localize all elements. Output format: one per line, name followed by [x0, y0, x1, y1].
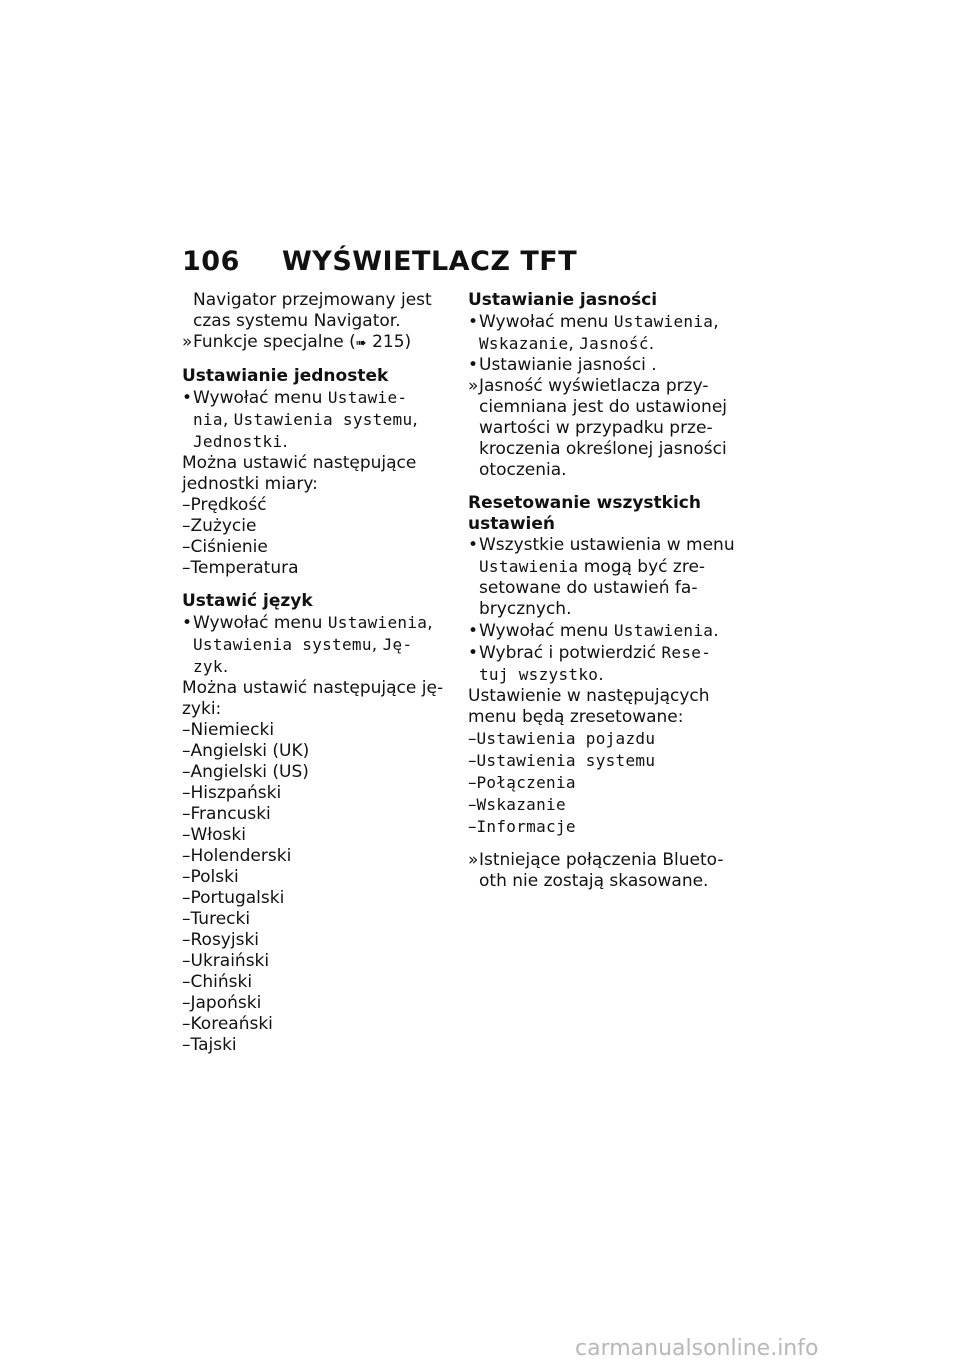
list-item-text: Wskazanie — [476, 795, 566, 814]
list-item — [182, 951, 454, 972]
info-text: Wszystkie ustawienia w menu — [479, 535, 735, 555]
language-heading: Ustawić język — [182, 591, 313, 611]
intro-block — [182, 290, 454, 354]
instruction-text: Wywołać menu — [479, 312, 614, 332]
dash-marker: – — [468, 817, 477, 837]
list-item-text: Niemiecki — [190, 720, 275, 740]
chapter-title: WYŚWIETLACZ TFT — [282, 246, 578, 277]
reference-text: Funkcje specjalne ( — [193, 332, 356, 352]
reset-heading-line: Resetowanie wszystkich — [468, 493, 701, 513]
list-item-text: Ukraiński — [190, 951, 270, 971]
dash-marker: – — [182, 1014, 191, 1034]
units-description: jednostki miary: — [182, 474, 318, 494]
list-item — [468, 750, 740, 772]
menu-name: Ustawienia — [613, 621, 714, 640]
list-item — [182, 909, 454, 930]
left-column — [182, 290, 454, 1056]
list-item — [182, 537, 454, 558]
list-item — [182, 762, 454, 783]
separator: , — [371, 635, 383, 655]
bullet-marker: • — [182, 613, 193, 633]
list-item-text: Połączenia — [476, 773, 576, 792]
list-item-text: Portugalski — [190, 888, 285, 908]
intro-line: Navigator przejmowany jest — [193, 290, 432, 310]
list-item — [182, 1014, 454, 1035]
menu-name: Ję- — [382, 635, 413, 654]
list-item — [182, 888, 454, 909]
info-text: brycznych. — [479, 599, 572, 619]
result-text: kroczenia określonej jasności — [479, 439, 727, 459]
list-item-text: Francuski — [190, 804, 271, 824]
right-column — [468, 290, 740, 892]
dash-marker: – — [182, 783, 191, 803]
list-item — [182, 804, 454, 825]
dash-marker: – — [182, 762, 191, 782]
list-item — [182, 1035, 454, 1056]
separator: . — [713, 621, 719, 641]
instruction-text: Wywołać menu — [193, 388, 328, 408]
list-item — [182, 741, 454, 762]
list-item-text: Japoński — [190, 993, 262, 1013]
list-item-text: Prędkość — [190, 495, 267, 515]
dash-marker: – — [182, 804, 191, 824]
result-marker: » — [468, 376, 479, 396]
dash-marker: – — [182, 951, 191, 971]
note-text: Istniejące połączenia Blueto- — [479, 850, 724, 870]
dash-marker: – — [182, 909, 191, 929]
list-item — [468, 794, 740, 816]
separator: . — [282, 432, 288, 452]
list-item — [182, 867, 454, 888]
list-item-text: Turecki — [190, 909, 251, 929]
separator: , — [568, 334, 580, 354]
menu-name: nia — [193, 410, 223, 429]
note-text: oth nie zostają skasowane. — [479, 871, 709, 891]
list-item-text: Włoski — [190, 825, 246, 845]
menu-name: Ustawie- — [327, 388, 408, 407]
dash-marker: – — [468, 729, 477, 749]
result-text: otoczenia. — [479, 460, 567, 480]
special-functions-reference — [182, 332, 454, 354]
separator: . — [648, 334, 655, 354]
language-list — [182, 720, 454, 1056]
menu-name: Rese- — [661, 643, 712, 662]
dash-marker: – — [468, 773, 477, 793]
step-text: Ustawianie jasności . — [479, 355, 657, 375]
bullet-marker: • — [468, 621, 479, 641]
list-item — [182, 930, 454, 951]
dash-marker: – — [468, 751, 477, 771]
separator: , — [713, 312, 719, 332]
menu-name: Ustawienia systemu — [233, 410, 413, 429]
list-item — [468, 816, 740, 838]
dash-marker: – — [182, 867, 191, 887]
list-item-text: Ustawienia systemu — [476, 751, 656, 770]
units-heading: Ustawianie jednostek — [182, 366, 389, 386]
dash-marker: – — [182, 537, 191, 557]
list-item-text: Polski — [190, 867, 239, 887]
menu-name: Wskazanie — [479, 334, 569, 353]
instruction-text: Wywołać menu — [193, 613, 328, 633]
dash-marker: – — [182, 1035, 191, 1055]
menu-name: Ustawienia — [327, 613, 428, 632]
brightness-heading: Ustawianie jasności — [468, 290, 658, 310]
menu-name: Jednostki — [193, 432, 283, 451]
units-instruction — [182, 387, 454, 453]
list-item — [182, 972, 454, 993]
bullet-marker: • — [468, 355, 479, 375]
reset-heading — [468, 493, 740, 535]
list-item-text: Chiński — [190, 972, 253, 992]
dash-marker: – — [182, 720, 191, 740]
menu-name: Ustawienia — [613, 312, 714, 331]
watermark: carmanualsonline.info — [575, 1336, 819, 1361]
language-description: Można ustawić następujące ję- — [182, 678, 444, 698]
list-item-text: Zużycie — [190, 516, 257, 536]
menu-name: Ustawienia — [479, 557, 579, 576]
separator: , — [222, 410, 234, 430]
dash-marker: – — [468, 795, 477, 815]
list-item — [182, 846, 454, 867]
bullet-marker: • — [468, 535, 479, 555]
result-text: wartości w przypadku prze- — [479, 418, 713, 438]
bullet-marker: • — [468, 312, 479, 332]
list-item-text: Tajski — [190, 1035, 237, 1055]
dash-marker: – — [182, 495, 191, 515]
list-item-text: Rosyjski — [190, 930, 260, 950]
menu-name: Jasność — [579, 334, 649, 353]
instruction-text: Wywołać menu — [479, 621, 614, 641]
units-list — [182, 495, 454, 579]
list-item — [182, 495, 454, 516]
reference-page: 215) — [372, 332, 412, 352]
dash-marker: – — [182, 972, 191, 992]
menu-name: tuj wszystko — [479, 665, 599, 684]
info-text: setowane do ustawień fa- — [479, 578, 698, 598]
reset-bullet-info — [468, 535, 740, 620]
page-header — [182, 246, 577, 277]
separator: . — [222, 657, 229, 677]
list-item-text: Temperatura — [190, 558, 299, 578]
language-instruction — [182, 612, 454, 678]
menu-name: Ustawienia systemu — [193, 635, 372, 654]
list-item-text: Hiszpański — [190, 783, 282, 803]
list-item-text: Ciśnienie — [190, 537, 268, 557]
dash-marker: – — [182, 558, 191, 578]
reset-description: Ustawienie w następujących — [468, 686, 710, 706]
dash-marker: – — [182, 888, 191, 908]
reset-call-menu — [468, 620, 740, 642]
bluetooth-note — [468, 850, 740, 892]
bullet-marker: • — [182, 388, 193, 408]
list-item — [182, 825, 454, 846]
instruction-text: Wybrać i potwierdzić — [479, 643, 662, 663]
brightness-instruction — [468, 311, 740, 355]
list-item — [182, 516, 454, 537]
menu-name: zyk — [193, 657, 223, 676]
result-marker: » — [182, 332, 193, 352]
list-item-text: Angielski (UK) — [190, 741, 310, 761]
result-text: ciemniana jest do ustawionej — [479, 397, 728, 417]
separator: , — [412, 410, 418, 430]
bullet-marker: • — [468, 643, 479, 663]
units-description: Można ustawić następujące — [182, 453, 417, 473]
reset-menu-list — [468, 728, 740, 838]
dash-marker: – — [182, 930, 191, 950]
page-number: 106 — [182, 246, 240, 277]
list-item — [468, 772, 740, 794]
separator: , — [427, 613, 433, 633]
list-item-text: Informacje — [476, 817, 576, 836]
info-text: mogą być zre- — [578, 557, 706, 577]
dash-marker: – — [182, 825, 191, 845]
separator: . — [598, 665, 604, 685]
language-description: zyki: — [182, 699, 222, 719]
list-item-text: Ustawienia pojazdu — [476, 729, 656, 748]
reset-heading-line: ustawień — [468, 514, 555, 534]
list-item-text: Holenderski — [190, 846, 292, 866]
brightness-result — [468, 376, 740, 481]
brightness-step — [468, 355, 740, 376]
intro-line: czas systemu Navigator. — [193, 311, 401, 331]
dash-marker: – — [182, 846, 191, 866]
list-item — [468, 728, 740, 750]
page-reference-arrow-icon: ➠ — [355, 336, 367, 351]
list-item — [182, 558, 454, 579]
reset-description: menu będą zresetowane: — [468, 707, 684, 727]
list-item — [182, 720, 454, 741]
dash-marker: – — [182, 516, 191, 536]
result-text: Jasność wyświetlacza przy- — [479, 376, 709, 396]
reset-confirm — [468, 642, 740, 686]
list-item-text: Koreański — [190, 1014, 273, 1034]
list-item — [182, 993, 454, 1014]
list-item — [182, 783, 454, 804]
list-item-text: Angielski (US) — [190, 762, 309, 782]
result-marker: » — [468, 850, 479, 870]
dash-marker: – — [182, 993, 191, 1013]
dash-marker: – — [182, 741, 191, 761]
